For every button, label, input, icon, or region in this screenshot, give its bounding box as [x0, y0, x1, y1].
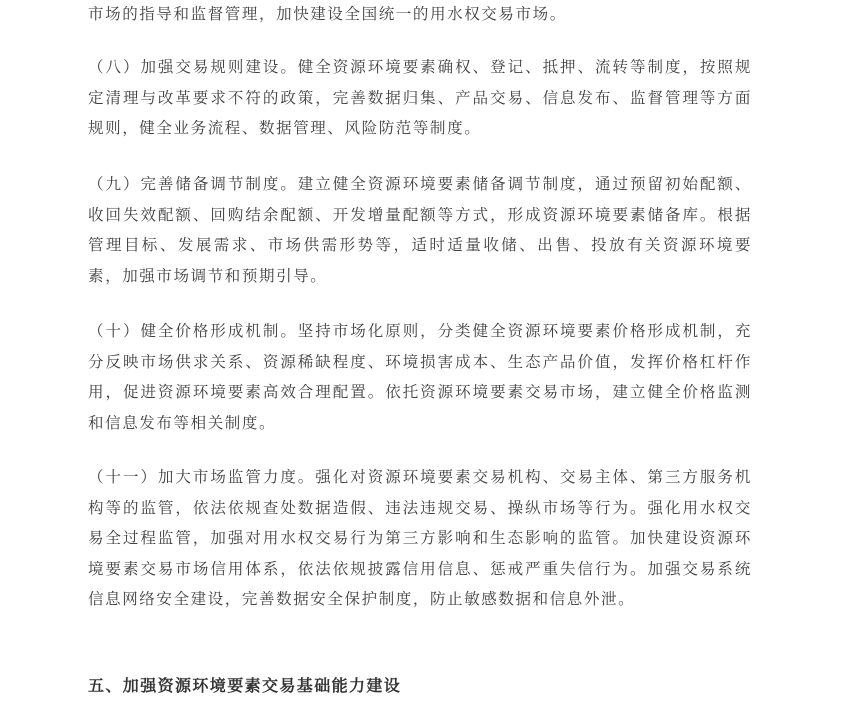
paragraph-market-supervision: （十一）加大市场监管力度。强化对资源环境要素交易机构、交易主体、第三方服务机构等的监管，依法依规查处数据造假、违法违规交易、操纵市场等行为。强化用水权交易全过程监管，加强对用水权交易行为第三方影响和生态影响的监管。加快建设资源环境要素交易市场信用体系，依法依规披露信用信息、惩戒严重失信行为。加强交易系统信息网络安全建设，完善数据安全保护制度，防止敏感数据和信息外泄。 — [88, 468, 752, 608]
paragraph-reserve-regulation: （九）完善储备调节制度。建立健全资源环境要素储备调节制度，通过预留初始配额、收回失效配额、回购结余配额、开发增量配额等方式，形成资源环境要素储备库。根据管理目标、发展需求、市场供需形势等，适时适量收储、出售、投放有关资源环境要素，加强市场调节和预期引导。 — [88, 175, 752, 285]
paragraph-market-guidance: 市场的指导和监督管理，加快建设全国统一的用水权交易市场。 — [88, 5, 567, 23]
section-heading: 五、加强资源环境要素交易基础能力建设 — [88, 676, 402, 695]
paragraph-trading-rules: （八）加强交易规则建设。健全资源环境要素确权、登记、抵押、流转等制度，按照规定清理与改革要求不符的政策，完善数据归集、产品交易、信息发布、监督管理等方面规则，健全业务流程、数据管理、风险防范等制度。 — [88, 58, 752, 137]
paragraph-price-mechanism: （十）健全价格形成机制。坚持市场化原则，分类健全资源环境要素价格形成机制，充分反映市场供求关系、资源稀缺程度、环境损害成本、生态产品价值，发挥价格杠杆作用，促进资源环境要素高效合理配置。依托资源环境要素交易市场，建立健全价格监测和信息发布等相关制度。 — [88, 322, 752, 432]
